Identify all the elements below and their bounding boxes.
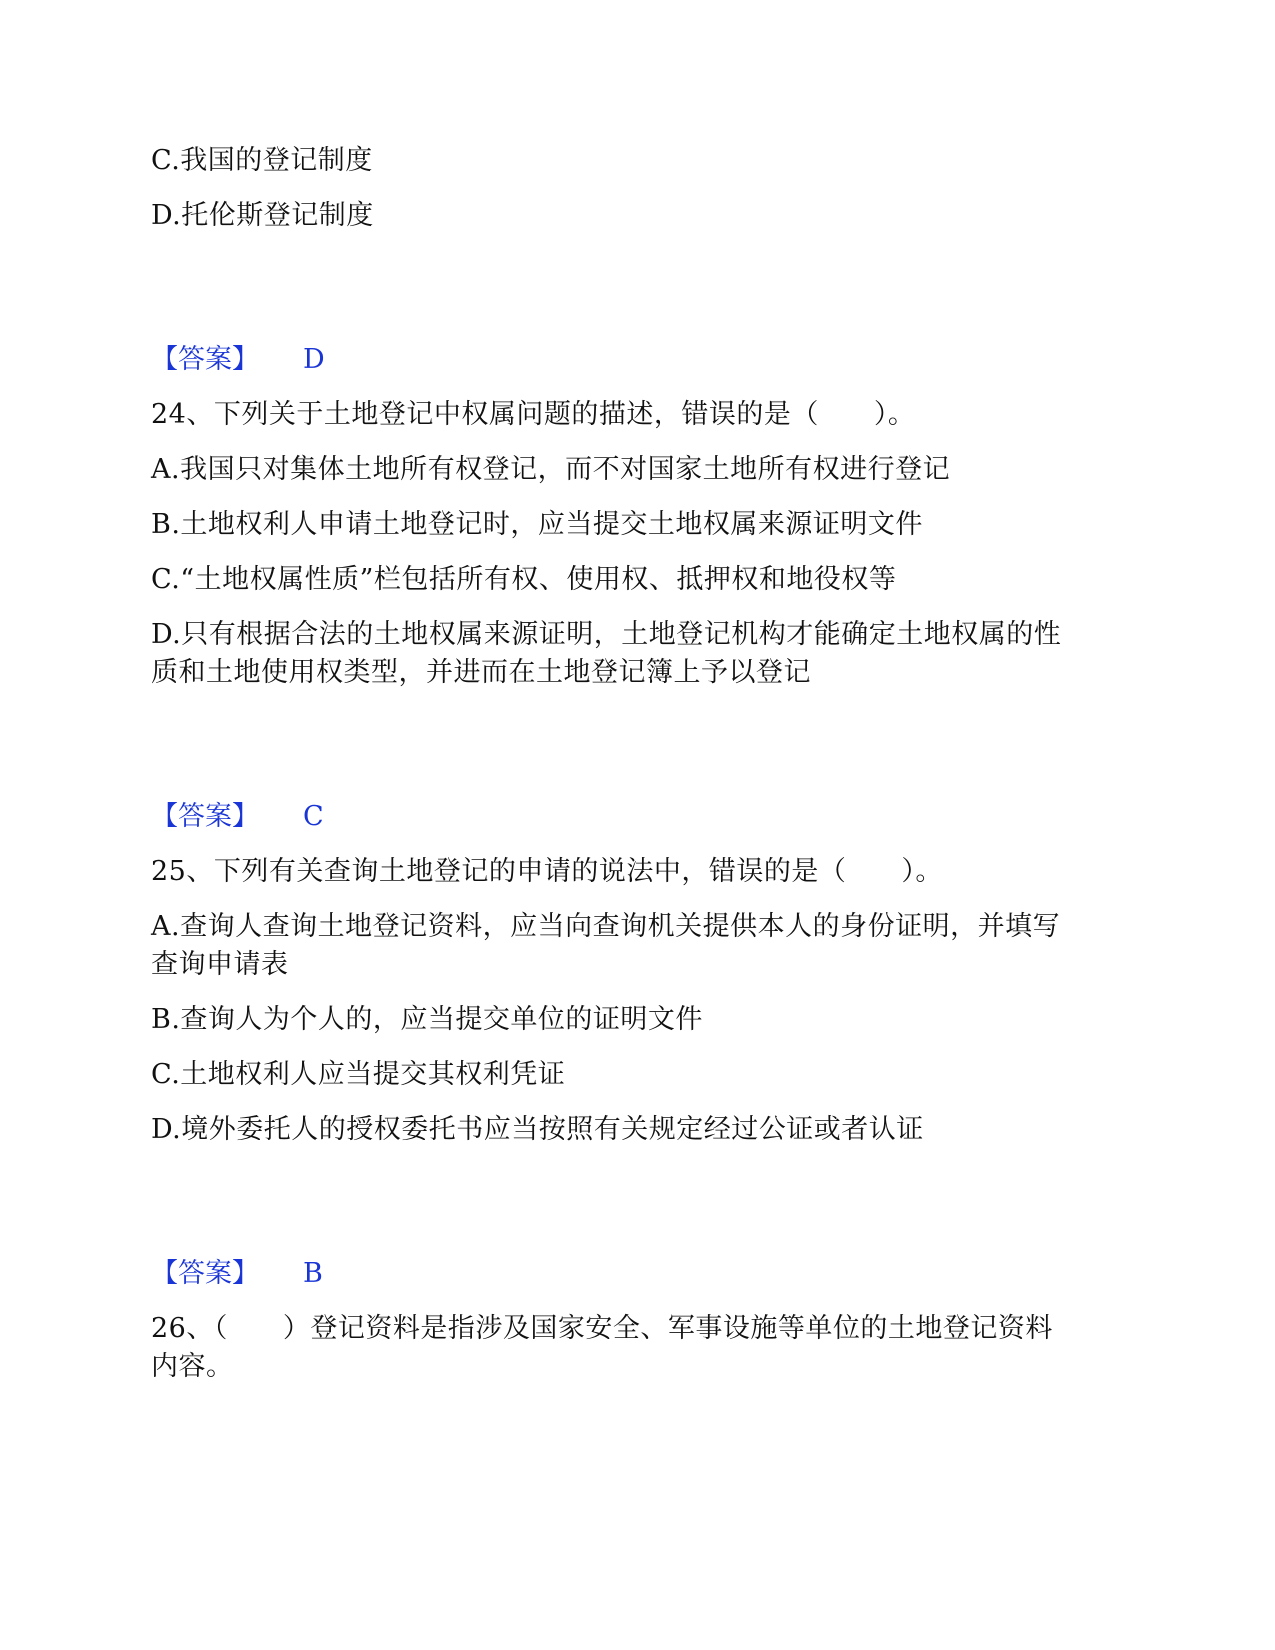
q25-answer bbox=[151, 1254, 323, 1294]
answer-label: 【答案】 bbox=[151, 344, 259, 375]
q26-stem-line2: 内容。 bbox=[151, 1351, 234, 1382]
q25-option-d: D.境外委托人的授权委托书应当按照有关规定经过公证或者认证 bbox=[151, 1114, 924, 1145]
q25-option-a-line1: A.查询人查询土地登记资料，应当向查询机关提供本人的身份证明，并填写 bbox=[151, 911, 1061, 942]
q24-option-d-line1: D.只有根据合法的土地权属来源证明，土地登记机构才能确定土地权属的性 bbox=[151, 619, 1062, 650]
q24-answer bbox=[151, 797, 324, 837]
q24-option-d-line2: 质和土地使用权类型，并进而在土地登记簿上予以登记 bbox=[151, 657, 811, 688]
q24-stem: 24、下列关于土地登记中权属问题的描述，错误的是（ ）。 bbox=[151, 399, 916, 430]
answer-label: 【答案】 bbox=[151, 801, 259, 832]
answer-value: D bbox=[303, 344, 325, 375]
q25-option-a-line2: 查询申请表 bbox=[151, 949, 289, 980]
q23-option-c: C.我国的登记制度 bbox=[151, 145, 373, 176]
q24-option-c: C.“土地权属性质”栏包括所有权、使用权、抵押权和地役权等 bbox=[151, 564, 897, 595]
q25-stem: 25、下列有关查询土地登记的申请的说法中，错误的是（ ）。 bbox=[151, 856, 943, 887]
answer-value: B bbox=[303, 1258, 323, 1289]
q25-option-b: B.查询人为个人的，应当提交单位的证明文件 bbox=[151, 1004, 703, 1035]
q24-option-a: A.我国只对集体土地所有权登记，而不对国家土地所有权进行登记 bbox=[151, 454, 951, 485]
q24-option-b: B.土地权利人申请土地登记时，应当提交土地权属来源证明文件 bbox=[151, 509, 923, 540]
q23-option-d: D.托伦斯登记制度 bbox=[151, 200, 374, 231]
q26-stem-line1: 26、（ ）登记资料是指涉及国家安全、军事设施等单位的土地登记资料 bbox=[151, 1313, 1053, 1344]
answer-label: 【答案】 bbox=[151, 1258, 259, 1289]
q23-answer bbox=[151, 340, 325, 380]
q25-option-c: C.土地权利人应当提交其权利凭证 bbox=[151, 1059, 566, 1090]
answer-value: C bbox=[303, 801, 324, 832]
